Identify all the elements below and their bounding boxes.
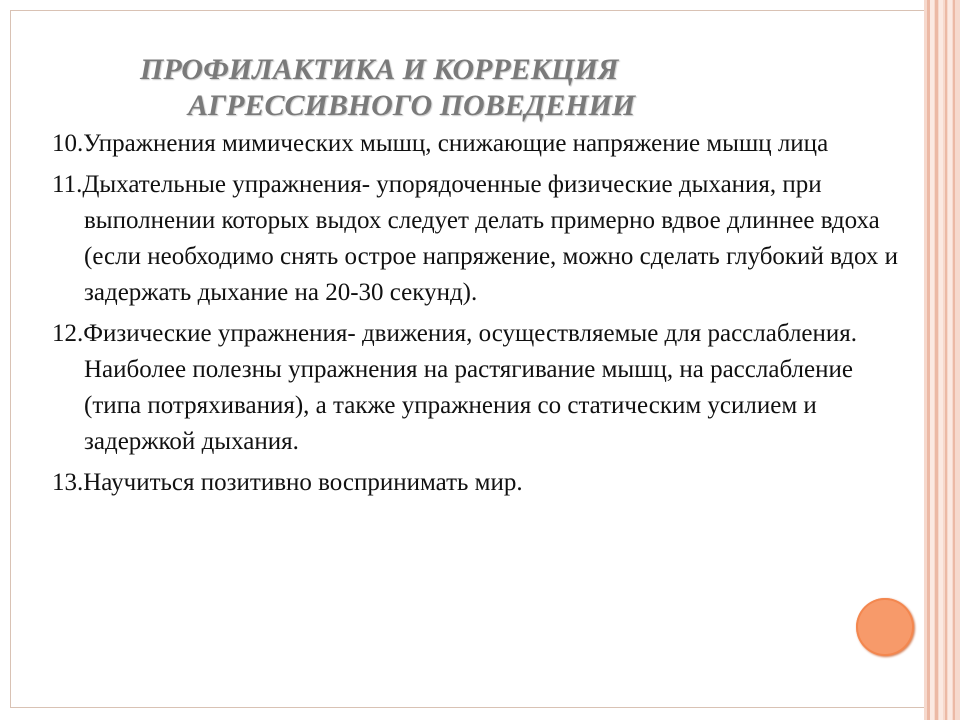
list-item: 12.Физические упражнения- движения, осуществляемые для расслабления. Наиболее полезны упражнения на растягивание мышц, на расслабление (типа потряхивания), а также упражнения со статическим усилием и задержкой дыхания. [52, 320, 858, 455]
stripe-light [930, 0, 934, 720]
content-list [52, 126, 912, 506]
list-item: 10.Упражнения мимических мышц, снижающие напряжение мышц лица [52, 130, 829, 157]
stripe [945, 0, 947, 720]
decorative-stripe-bar [924, 0, 960, 720]
slide-title-line-2: АГРЕССИВНОГО ПОВЕДЕНИИ [188, 89, 636, 122]
list-item: 13.Научиться позитивно воспринимать мир. [52, 469, 523, 496]
stripe-light [948, 0, 952, 720]
stripe-light [939, 0, 943, 720]
slide-title-line-1: ПРОФИЛАКТИКА И КОРРЕКЦИЯ [140, 53, 619, 86]
orange-circle-icon [856, 598, 914, 656]
slide-title [120, 52, 820, 124]
stripe [935, 0, 938, 720]
stripe [953, 0, 955, 720]
list-item: 11.Дыхательные упражнения- упорядоченные физические дыхания, при выполнении которых выдох следует делать примерно вдвое длиннее вдоха (если необходимо снять острое напряжение, можно сделать глубокий вдох и задержать дыхание на 20-30 секунд). [52, 171, 898, 306]
